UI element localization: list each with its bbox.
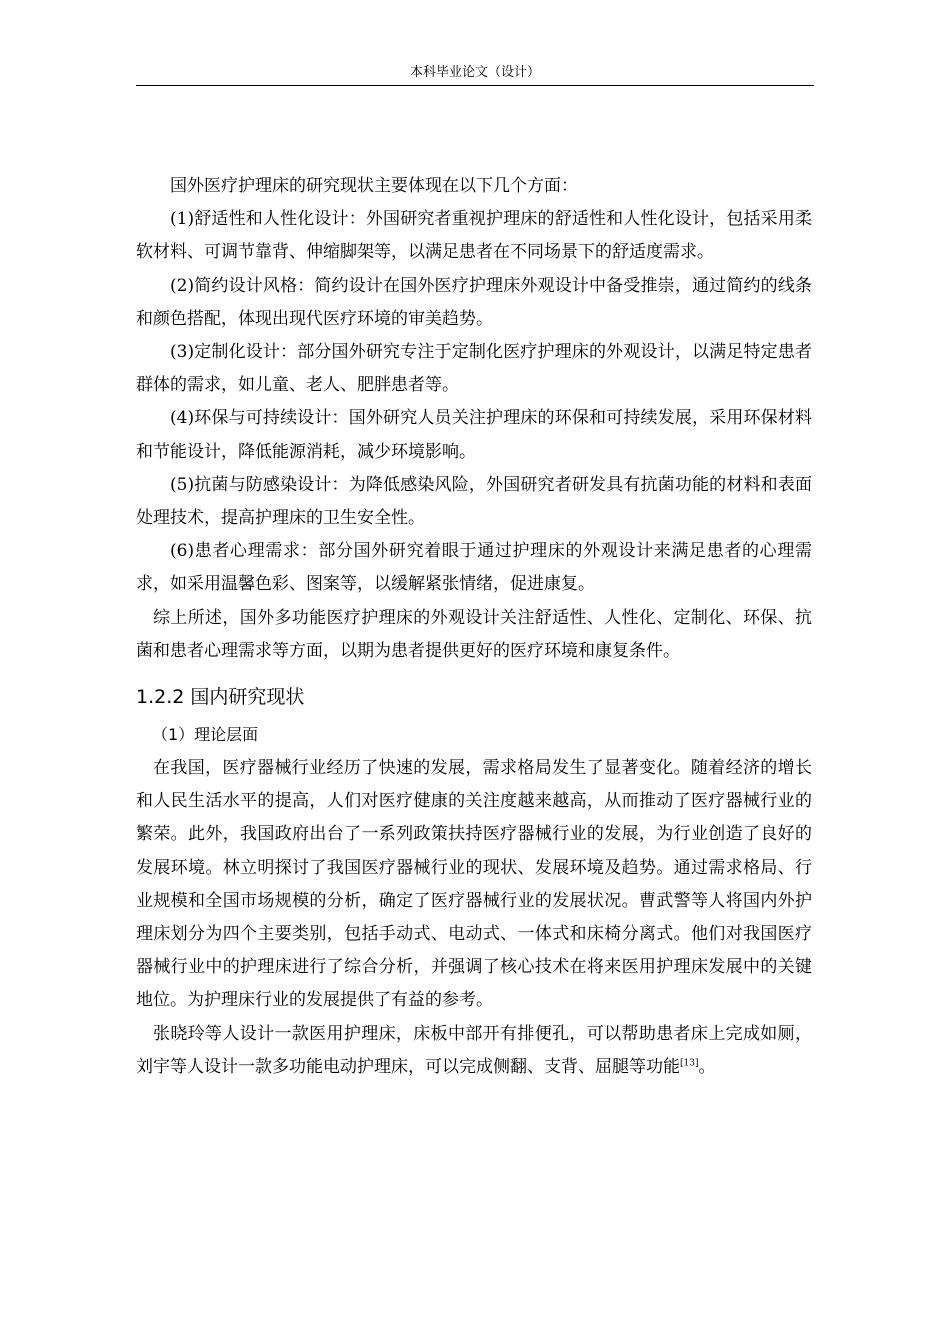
header-rule <box>136 85 814 86</box>
list-item: (6)患者心理需求：部分国外研究着眼于通过护理床的外观设计来满足患者的心理需求，如采用温馨色彩、图案等，以缓解紧张情绪，促进康复。 <box>136 541 812 595</box>
list-item: (2)简约设计风格：简约设计在国外医疗护理床外观设计中备受推崇，通过简约的线条和颜色搭配，体现出现代医疗环境的审美趋势。 <box>136 275 812 329</box>
list-item: (4)环保与可持续设计：国外研究人员关注护理床的环保和可持续发展，采用环保材料和节能设计，降低能源消耗，减少环境影响。 <box>136 408 812 462</box>
last-paragraph-punct: 。 <box>698 1056 716 1077</box>
citation-ref[interactable]: [13] <box>680 1058 699 1069</box>
intro-paragraph: 国外医疗护理床的研究现状主要体现在以下几个方面： <box>170 176 578 196</box>
section-heading: 1.2.2 国内研究现状 <box>136 686 305 709</box>
page-header: 本科毕业论文（设计） <box>409 65 540 80</box>
last-paragraph-text: 张晓玲等人设计一款医用护理床，床板中部开有排便孔，可以帮助患者床上完成如厕，刘宇等人设计一款多功能电动护理床，可以完成侧翻、支背、屈腿等功能 <box>136 1023 812 1077</box>
domestic-paragraph: 在我国，医疗器械行业经历了快速的发展，需求格局发生了显著变化。随着经济的增长和人民生活水平的提高，人们对医疗健康的关注度越来越高，从而推动了医疗器械行业的繁荣。此外，我国政府出台了一系列政策扶持医疗器械行业的发展，为行业创造了良好的发展环境。林立明探讨了我国医疗器械行业的现状、发展环境及趋势。通过需求格局、行业规模和全国市场规模的分析，确定了医疗器械行业的发展状况。曹武警等人将国内外护理床划分为四个主要类别，包括手动式、电动式、一体式和床椅分离式。他们对我国医疗器械行业中的护理床进行了综合分析，并强调了核心技术在将来医用护理床发展中的关键地位。为护理床行业的发展提供了有益的参考。 <box>136 758 812 1011</box>
last-paragraph <box>136 1018 812 1084</box>
sub-heading: （1）理论层面 <box>152 725 259 745</box>
list-item: (3)定制化设计：部分国外研究专注于定制化医疗护理床的外观设计，以满足特定患者群体的需求，如儿童、老人、肥胖患者等。 <box>136 342 812 396</box>
document-body <box>136 170 812 1084</box>
list-item: (5)抗菌与防感染设计：为降低感染风险，外国研究者研发具有抗菌功能的材料和表面处理技术，提高护理床的卫生安全性。 <box>136 474 812 529</box>
summary-paragraph: 综上所述，国外多功能医疗护理床的外观设计关注舒适性、人性化、定制化、环保、抗菌和患者心理需求等方面，以期为患者提供更好的医疗环境和康复条件。 <box>136 607 812 661</box>
list-item: (1)舒适性和人性化设计：外国研究者重视护理床的舒适性和人性化设计，包括采用柔软材料、可调节靠背、伸缩脚架等，以满足患者在不同场景下的舒适度需求。 <box>136 209 812 263</box>
